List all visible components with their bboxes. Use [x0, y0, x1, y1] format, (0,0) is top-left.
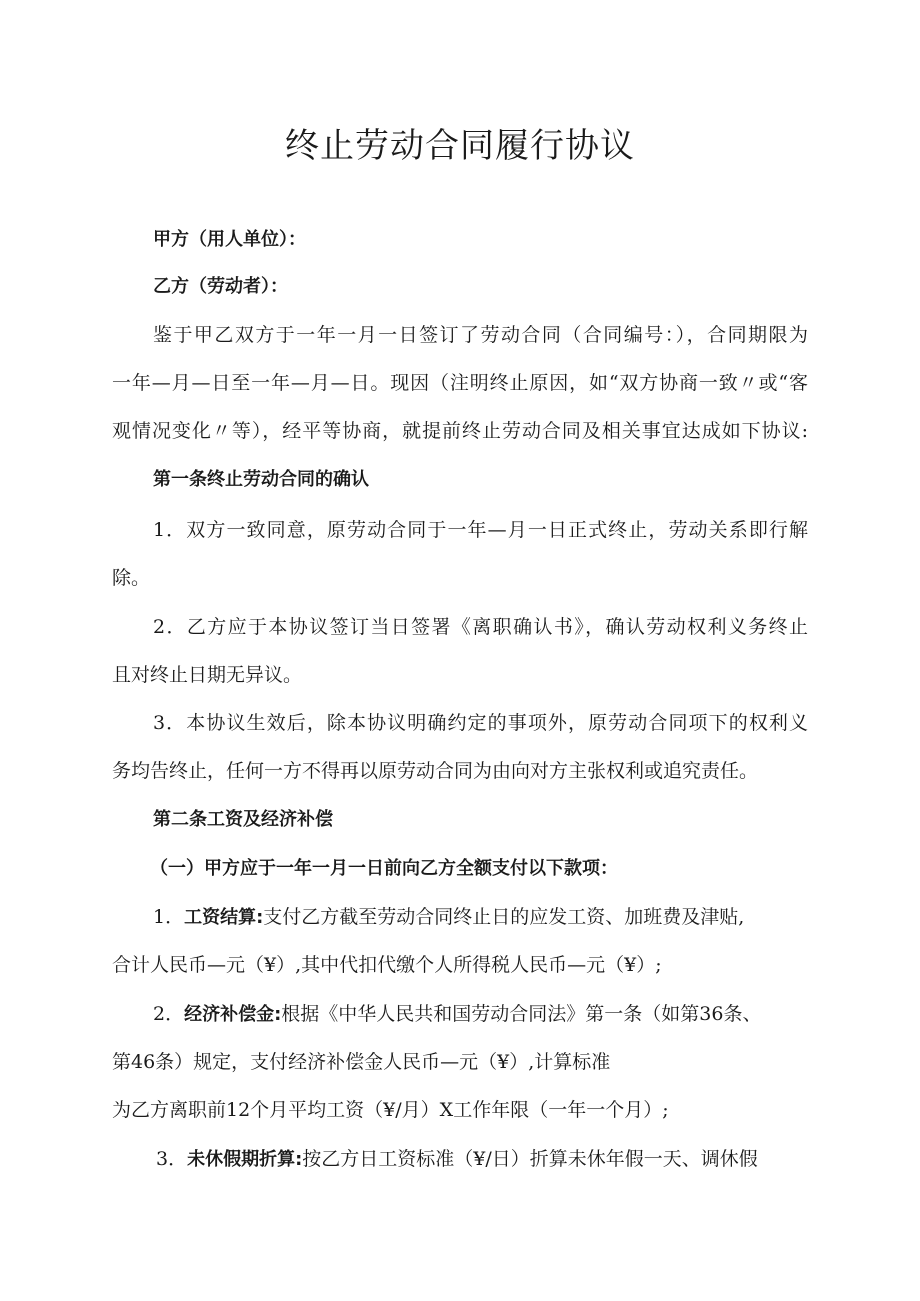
article2-item2-line1: [153, 1000, 761, 1029]
article2-item1-line1: [153, 903, 744, 932]
article2-sub1: （一）甲方应于一年一月一日前向乙方全额支付以下款项：: [150, 858, 618, 879]
item1-number: 1．: [153, 906, 185, 928]
article2-item2-line2: 第46条）规定，支付经济补偿金人民币—元（¥）,计算标准: [112, 1051, 611, 1073]
article2-item2-line3: 为乙方离职前12个月平均工资（¥/月）X工作年限（一年一个月）;: [112, 1099, 669, 1121]
party-b-label: 乙方（劳动者）：: [153, 276, 288, 297]
item1-label: 工资结算:: [184, 907, 264, 928]
party-a-label: 甲方（用人单位）：: [153, 229, 306, 250]
preamble-line-3: 观情况变化〃等），经平等协商，就提前终止劳动合同及相关事宜达成如下协议:: [112, 420, 808, 442]
article1-item1-line2: 除。: [112, 567, 151, 589]
item3-label: 未休假期折算:: [187, 1149, 303, 1170]
item2-number: 2．: [153, 1003, 185, 1025]
article1-heading: 第一条终止劳动合同的确认: [153, 469, 369, 490]
article1-item2-line2: 且对终止日期无异议。: [112, 664, 303, 686]
preamble-line-2: 一年—月—日至一年—月—日。现因（注明终止原因，如“双方协商一致〃或“客: [112, 372, 808, 394]
item2-text: 根据《中华人民共和国劳动合同法》第一条（如第36条、: [281, 1003, 762, 1025]
preamble-line-1: 鉴于甲乙双方于一年一月一日签订了劳动合同（合同编号：），合同期限为: [153, 324, 808, 346]
document-title: 终止劳动合同履行协议: [285, 126, 635, 166]
article1-item3-line2: 务均告终止，任何一方不得再以原劳动合同为由向对方主张权利或追究责任。: [112, 760, 759, 782]
article1-item2-line1: 2．乙方应于本协议签订当日签署《离职确认书》，确认劳动权利义务终止: [153, 616, 808, 638]
article2-item3-line1: [156, 1145, 758, 1174]
item3-number: 3．: [156, 1148, 188, 1170]
item3-text: 按乙方日工资标准（¥/日）折算未休年假一天、调休假: [302, 1148, 758, 1170]
item1-text: 支付乙方截至劳动合同终止日的应发工资、加班费及津贴,: [263, 906, 745, 928]
article1-item1-line1: 1．双方一致同意，原劳动合同于一年—月一日正式终止，劳动关系即行解: [153, 519, 808, 541]
article1-item3-line1: 3．本协议生效后，除本协议明确约定的事项外，原劳动合同项下的权利义: [153, 712, 808, 734]
article2-item1-line2: 合计人民币—元（¥）,其中代扣代缴个人所得税人民币—元（¥）;: [112, 954, 662, 976]
item2-label: 经济补偿金:: [184, 1004, 282, 1025]
article2-heading: 第二条工资及经济补偿: [153, 809, 333, 830]
